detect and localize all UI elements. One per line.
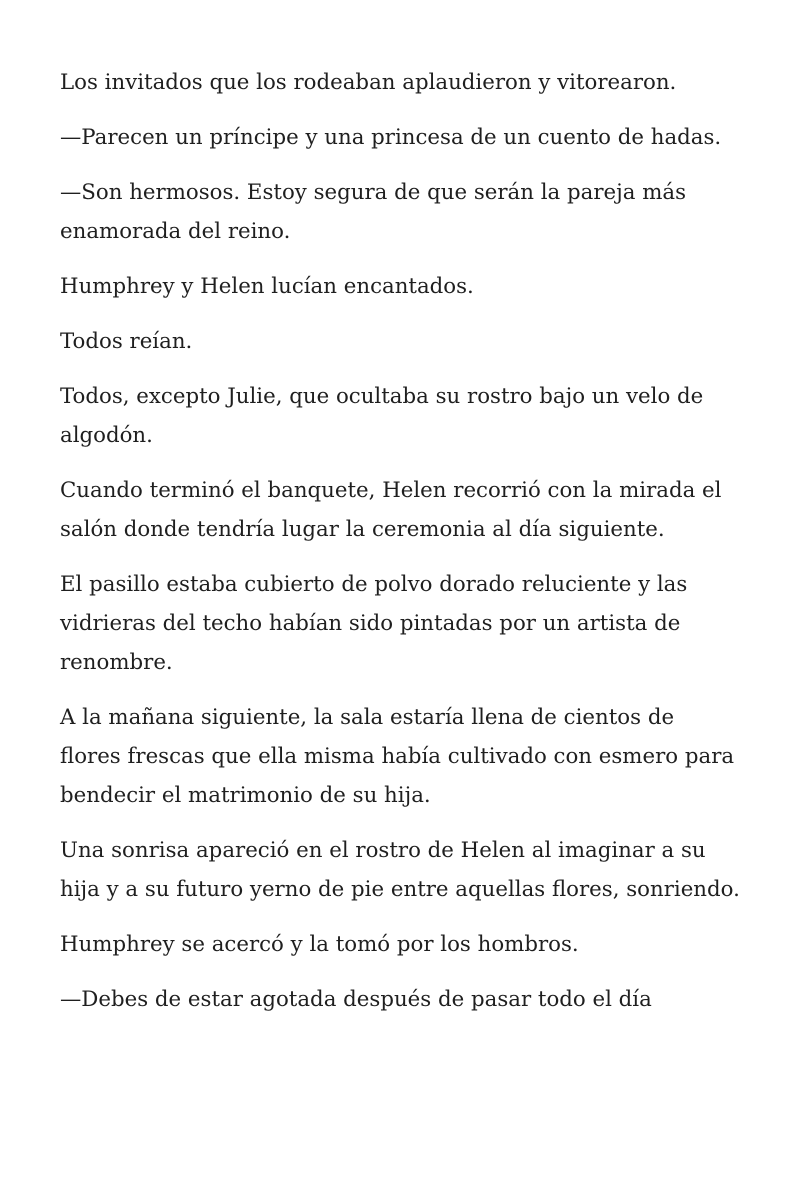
paragraph: —Debes de estar agotada después de pasar todo el día xyxy=(60,987,652,1012)
paragraph: Los invitados que los rodeaban aplaudieron y vitorearon. xyxy=(60,70,677,95)
paragraph: El pasillo estaba cubierto de polvo dorado reluciente y las vidrieras del techo habían sido pintadas por un artista de renombre. xyxy=(60,572,688,675)
paragraph: A la mañana siguiente, la sala estaría llena de cientos de flores frescas que ella misma había cultivado con esmero para bendecir el matrimonio de su hija. xyxy=(60,705,735,808)
paragraph: Humphrey y Helen lucían encantados. xyxy=(60,274,474,299)
paragraph: —Son hermosos. Estoy segura de que serán la pareja más enamorada del reino. xyxy=(60,180,687,244)
paragraph: —Parecen un príncipe y una princesa de un cuento de hadas. xyxy=(60,125,722,150)
paragraph: Humphrey se acercó y la tomó por los hombros. xyxy=(60,932,579,957)
paragraph: Todos reían. xyxy=(60,329,193,354)
paragraph: Una sonrisa apareció en el rostro de Helen al imaginar a su hija y a su futuro yerno de pie entre aquellas flores, sonriendo. xyxy=(60,838,740,902)
text-body xyxy=(60,63,740,1035)
paragraph: Todos, excepto Julie, que ocultaba su rostro bajo un velo de algodón. xyxy=(60,384,704,448)
paragraph: Cuando terminó el banquete, Helen recorrió con la mirada el salón donde tendría lugar la ceremonia al día siguiente. xyxy=(60,478,722,542)
